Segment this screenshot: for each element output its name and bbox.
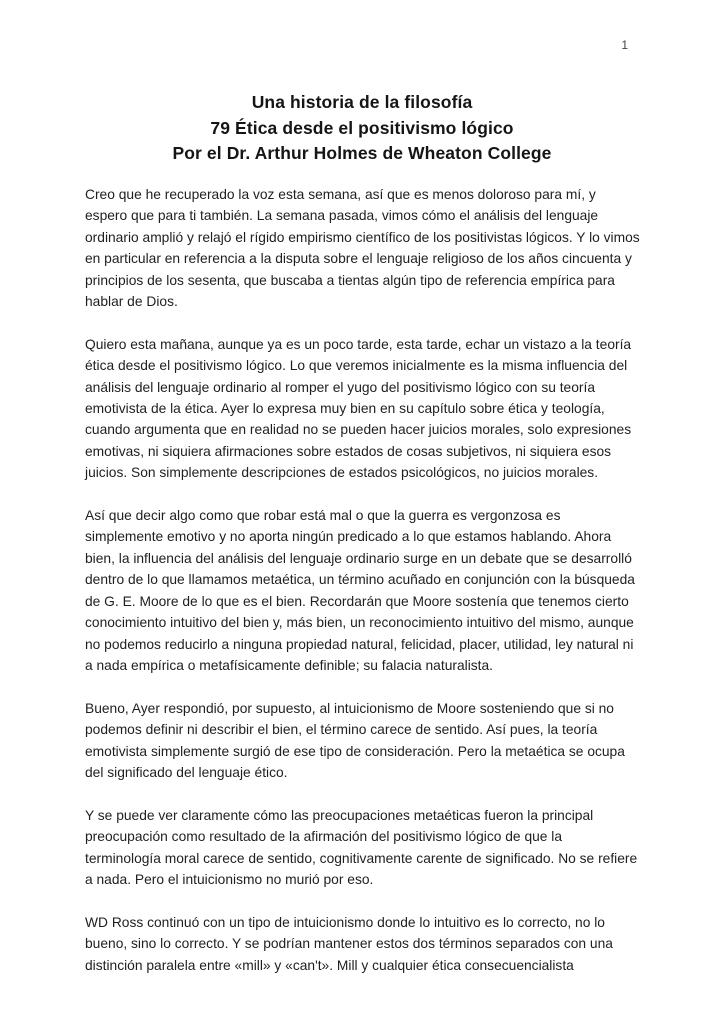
title-line-1: Una historia de la filosofía [251,92,473,112]
document-title [85,90,639,167]
paragraph-4: Bueno, Ayer respondió, por supuesto, al intuicionismo de Moore sosteniendo que si no podemos definir ni describir el bien, el término carece de sentido. Así pues, la teoría emotivista simplemente surgió de ese tipo de consideración. Pero la metaética se ocupa del significado del lenguaje ético. [85,700,625,780]
paragraph-5: Y se puede ver claramente cómo las preocupaciones metaéticas fueron la principal preocupación como resultado de la afirmación del positivismo lógico de que la terminología moral carece de sentido, cognitivamente carente de significado. No se refiere a nada. Pero el intuicionismo no murió por eso. [85,807,638,887]
paragraph-1: Creo que he recuperado la voz esta semana, así que es menos doloroso para mí, y espero que para ti también. La semana pasada, vimos cómo el análisis del lenguaje ordinario amplió y relajó el rígido empirismo científico de los positivistas lógicos. Y lo vimos en particular en referencia a la disputa sobre el lenguaje religioso de los años cincuenta y principios de los sesenta, que buscaba a tientas algún tipo de referencia empírica para hablar de Dios. [85,187,640,310]
title-line-3: Por el Dr. Arthur Holmes de Wheaton College [172,143,552,163]
paragraph-2: Quiero esta mañana, aunque ya es un poco tarde, esta tarde, echar un vistazo a la teoría ética desde el positivismo lógico. Lo que veremos inicialmente es la misma influencia del análisis del lenguaje ordinario al romper el yugo del positivismo lógico con su teoría emotivista de la ética. Ayer lo expresa muy bien en su capítulo sobre ética y teología, cuando argumenta que en realidad no se pueden hacer juicios morales, solo expresiones emotivas, ni siquiera afirmaciones sobre estados de cosas subjetivos, ni siquiera esos juicios. Son simplemente descripciones de estados psicológicos, no juicios morales. [85,336,632,481]
paragraph-3: Así que decir algo como que robar está mal o que la guerra es vergonzosa es simplemente emotivo y no aporta ningún predicado a lo que estamos hablando. Ahora bien, la influencia del análisis del lenguaje ordinario surge en un debate que se desarrolló dentro de lo que llamamos metaética, un término acuñado en conjunción con la búsqueda de G. E. Moore de lo que es el bien. Recordarán que Moore sostenía que tenemos cierto conocimiento intuitivo del bien y, más bien, un reconocimiento intuitivo del mismo, aunque no podemos reducirlo a ninguna propiedad natural, felicidad, placer, utilidad, ley natural ni a nada empírica o metafísicamente definible; su falacia naturalista. [85,508,635,673]
document-body [85,184,641,976]
paragraph-6: WD Ross continuó con un tipo de intuicionismo donde lo intuitivo es lo correcto, no lo bueno, sino lo correcto. Y se podrían mantener estos dos términos separados con una distinción paralela entre «mill» y «can't». Mill y cualquier ética consecuencialista [85,914,613,973]
title-line-2: 79 Ética desde el positivismo lógico [210,117,514,138]
page-number: 1 [621,38,628,52]
